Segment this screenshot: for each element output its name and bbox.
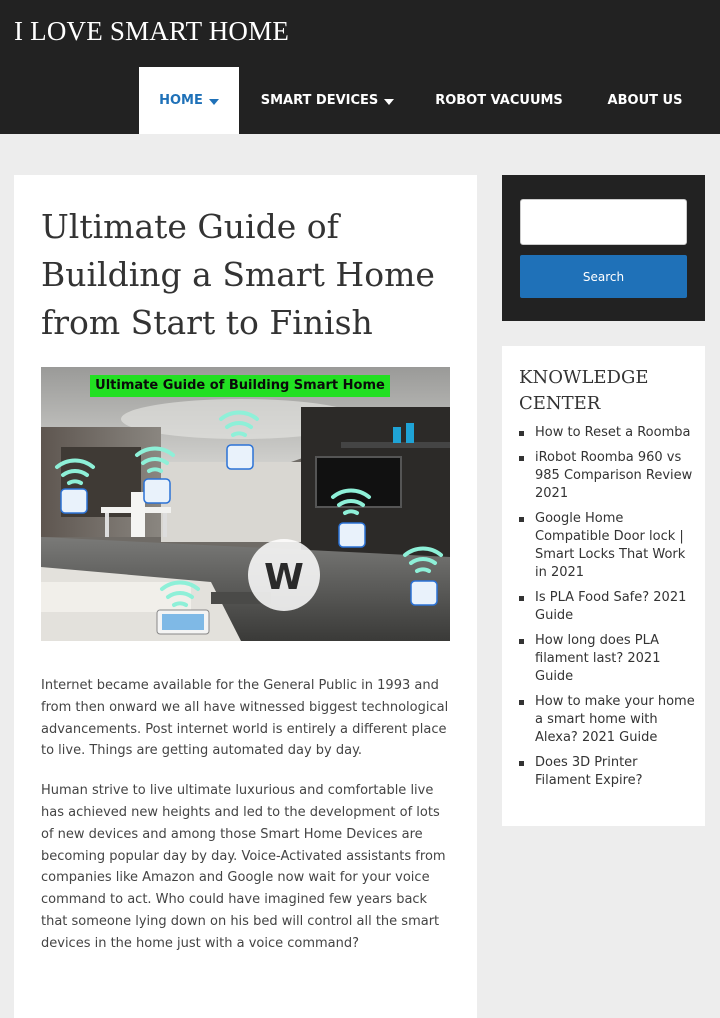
bullet-icon: [519, 700, 524, 705]
featured-image: [41, 367, 450, 641]
bullet-icon: [519, 596, 524, 601]
kettle-icon: [61, 489, 87, 513]
article-link[interactable]: Is PLA Food Safe? 2021 Guide: [535, 590, 687, 623]
nav-item-smart-devices[interactable]: [250, 67, 405, 134]
post-body: [41, 675, 453, 973]
nav-item-label: HOME: [159, 93, 203, 108]
tv-icon: [339, 523, 365, 547]
image-banner: Ultimate Guide of Building Smart Home: [90, 375, 390, 397]
nav-item-home[interactable]: [139, 67, 239, 134]
article-link[interactable]: How to Reset a Roomba: [535, 425, 691, 440]
room-illustration: [41, 367, 450, 641]
thermometer-icon: [144, 479, 170, 503]
bullet-icon: [519, 639, 524, 644]
knowledge-center-list: [519, 424, 695, 797]
list-item: [519, 424, 695, 442]
knowledge-center-widget: [502, 346, 705, 826]
list-item: [519, 589, 695, 625]
search-widget: [502, 175, 705, 321]
post-paragraph: Internet became available for the General Public in 1993 and from then onward we all have witnessed biggest technological advancements. Post internet world is entirely a different place to live. Things are getting automated day by day.: [41, 678, 449, 759]
nav-item-label: ABOUT US: [607, 93, 683, 108]
nav-item-robot-vacuums[interactable]: [424, 67, 574, 134]
lightbulb-icon: [227, 445, 253, 469]
nav-item-about-us[interactable]: [595, 67, 695, 134]
nav-item-label: ROBOT VACUUMS: [435, 93, 563, 108]
article-card: [14, 175, 477, 1018]
article-link[interactable]: How long does PLA filament last? 2021 Guide: [535, 633, 661, 684]
chevron-down-icon: [384, 99, 394, 105]
list-item: [519, 449, 695, 503]
bullet-icon: [519, 431, 524, 436]
bullet-icon: [519, 761, 524, 766]
article-link[interactable]: iRobot Roomba 960 vs 985 Comparison Review 2021: [535, 450, 693, 501]
post-title: Ultimate Guide of Building a Smart Home from Start to Finish: [41, 207, 435, 342]
speaker-icon: [411, 581, 437, 605]
list-item: [519, 510, 695, 582]
bullet-icon: [519, 517, 524, 522]
article-link[interactable]: Google Home Compatible Door lock | Smart Locks That Work in 2021: [535, 511, 686, 580]
article-link[interactable]: Does 3D Printer Filament Expire?: [535, 755, 643, 788]
list-item: [519, 754, 695, 790]
search-input[interactable]: [520, 199, 687, 245]
nav-item-label: SMART DEVICES: [260, 93, 379, 108]
list-item: [519, 693, 695, 747]
main-nav: [0, 67, 720, 134]
site-header: [0, 0, 720, 134]
site-title[interactable]: I LOVE SMART HOME: [14, 16, 290, 46]
post-paragraph: Human strive to live ultimate luxurious and comfortable live has achieved new heights and led to the development of lots of new devices and among those Smart Home Devices are becoming popular day by day. Voice-Activated assistants from companies like Amazon and Google now wait for your voice command to act. Who could have imagined few years back that someone lying down on his bed will control all the smart devices in the home just with a voice command?: [41, 783, 446, 951]
article-link[interactable]: How to make your home a smart home with Alexa? 2021 Guide: [535, 694, 695, 745]
svg-text:W: W: [264, 557, 304, 598]
search-button[interactable]: Search: [520, 255, 687, 298]
chevron-down-icon: [209, 99, 219, 105]
list-item: [519, 632, 695, 686]
widget-title: KNOWLEDGE CENTER: [519, 367, 649, 414]
bullet-icon: [519, 456, 524, 461]
